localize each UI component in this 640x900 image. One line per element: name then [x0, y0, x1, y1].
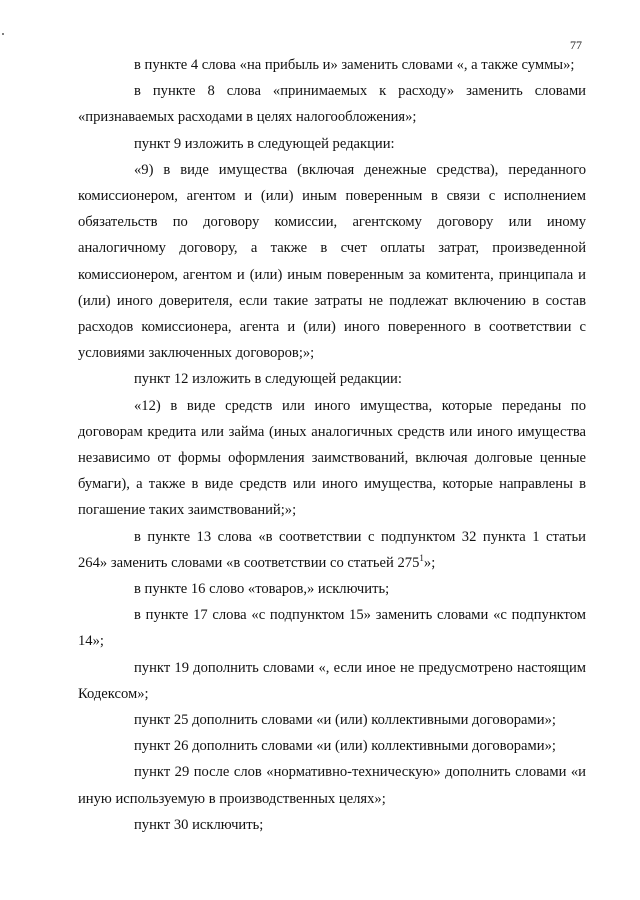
document-body: [78, 52, 586, 838]
paragraph-12: пункт 26 дополнить словами «и (или) коллективными договорами»;: [134, 738, 556, 755]
page-number: 77: [570, 38, 582, 52]
paragraph-1: в пункте 4 слова «на прибыль и» заменить словами «, а также суммы»;: [134, 57, 575, 73]
paragraph-7-tail: »;: [423, 554, 436, 571]
paragraph-11: пункт 25 дополнить словами «и (или) коллективными договорами»;: [134, 712, 556, 729]
paragraph-3: пункт 9 изложить в следующей редакции:: [134, 135, 395, 152]
paragraph-7-text: в пункте 13 слова «в соответствии с подпунктом 32 пункта 1 статьи 264» заменить словами «в соответствии со статьей 275: [78, 528, 586, 571]
scan-speck: [2, 33, 4, 35]
superscript-1: 1: [419, 553, 424, 563]
paragraph-2: в пункте 8 слова «принимаемых к расходу» заменить словами «признаваемых расходами в целях налогообложения»;: [78, 83, 586, 126]
paragraph-4: «9) в виде имущества (включая денежные средства), переданного комиссионером, агентом и (или) иным поверенным в связи с исполнением обязательств по договору комиссии, агентскому договору или иному аналогичному договору, а также в счет оплаты затрат, произведенной комиссионером, агентом и (или) иным поверенным за комитента, принципала и (или) иного доверителя, если такие затраты не подлежат включению в состав расходов комиссионера, агента и (или) иного поверенного в соответствии с условиями заключенных договоров;»;: [78, 161, 586, 362]
paragraph-8: в пункте 16 слово «товаров,» исключить;: [134, 581, 390, 598]
paragraph-14: пункт 30 исключить;: [134, 816, 264, 833]
paragraph-10: пункт 19 дополнить словами «, если иное не предусмотрено настоящим Кодексом»;: [78, 659, 586, 702]
paragraph-13: пункт 29 после слов «нормативно-техническую» дополнить словами «и иную используемую в производственных целях»;: [78, 764, 586, 807]
paragraph-5: пункт 12 изложить в следующей редакции:: [134, 371, 402, 388]
paragraph-7: [78, 524, 586, 576]
paragraph-9: в пункте 17 слова «с подпунктом 15» заменить словами «с подпунктом 14»;: [78, 607, 586, 650]
paragraph-6: «12) в виде средств или иного имущества, которые переданы по договорам кредита или займа (иных аналогичных средств или иного имущества независимо от формы оформления заимствований, включая долговые ценные бумаги), а также в виде средств или иного имущества, которые направлены в погашение таких заимствований;»;: [78, 397, 586, 519]
